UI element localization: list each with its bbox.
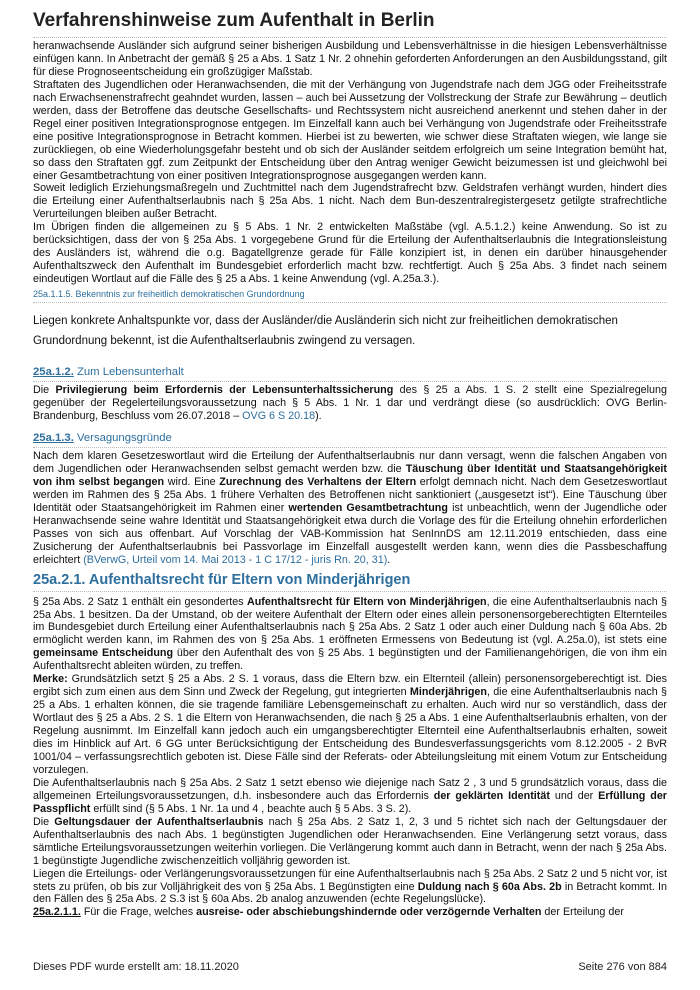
paragraph xyxy=(33,447,667,567)
bold-text: ausreise- oder abschiebungshindernde oder verzögernde Verhalten xyxy=(196,906,542,919)
page-number: Seite 276 von 884 xyxy=(578,961,667,973)
paragraph xyxy=(33,868,667,907)
text: ist unbeachtlich, wenn der Jugendliche oder Heranwachsende seine wahre Identität und Staatsangehörigkeit etwa durch die Vorlage des für die Erteilung ohnehin erforderlichen Passes von sich aus offenbart. Auf Vorschlag der VAB-Kommission hat SenInnDS am 12.11.2019 entschieden, dass eine Zusicherung der Aufenthaltserlaubnis bei Passvorlage im Einzelfall ausgestellt werden kann, wenn dies die Passbeschaffung erleichtert xyxy=(33,501,668,566)
document-page xyxy=(33,8,667,982)
pdf-created-date: Dieses PDF wurde erstellt am: 18.11.2020 xyxy=(33,961,239,973)
bold-text: wertenden Gesamtbetrachtung xyxy=(288,501,448,514)
text: Die xyxy=(33,815,55,828)
text: ). xyxy=(315,410,322,423)
text: Nach dem klaren Gesetzeswortlaut wird die Erteilung der Aufenthaltserlaubnis nur dann versagt, wenn die falschen Angaben von dem Jugendlichen oder Heranwachsenden selbst gemacht werden bzw. die xyxy=(33,449,667,475)
bold-text: Täuschung über Identität und Staatsangehörigkeit von ihm selbst begangen xyxy=(33,462,667,488)
page-footer xyxy=(33,961,667,973)
bold-text: Merke: xyxy=(33,673,68,686)
bold-text: Geltungsdauer der Aufenthaltserlaubnis xyxy=(54,815,264,828)
text: nach § 25a Abs. 2 Satz 1, 2, 3 und 5 richtet sich nach der Geltungsdauer der Aufenthaltserlaubnis des nach Abs. 1 begünstigten Jugendlichen oder Heranwachsenden. Eine Verlängerung setzt voraus, dass sämtliche Erteilungsvoraussetzungen weiterhin vorliegen. Die Verlängerung kommt auch dann in Betracht, wenn der nach § 25a Abs. 1 begünstigte Jugendliche zwischenzeitlich volljährig geworden ist. xyxy=(33,815,667,867)
paragraph: Im Übrigen finden die allgemeinen zu § 5 Abs. 1 Nr. 2 entwickelten Maßstäbe (vgl. A.5.1.2.) keine Anwendung. So ist zu berücksichtigen, dass der von § 25a Abs. 1 vorgegebene Grund für die Erteilung der Aufenthaltserlaubnis die Integrationsleistung des Ausländers ist, während die o.g. Bagatellgrenze gerade für Fälle konzipiert ist, in denen ein darüber hinausgehender Aufenthaltszweck den Aufenthalt im Bundesgebiet erforderlich macht bzw. rechtfertigt. Auch § 25a Abs. 3 findet nach seinem eindeutigen Wortlaut auf die Fälle des § 25 a Abs. 1 keine Anwendung (vgl. A.25a.3.). xyxy=(33,221,667,286)
text: . xyxy=(387,553,391,566)
paragraph xyxy=(33,381,667,423)
bold-text: Zurechnung des Verhaltens der Eltern xyxy=(219,475,417,488)
text: des § 25 a Abs. 1 S. 2 stellt eine Spezialregelung gegenüber der Regelerteilungsvoraussetzung nach § 5 Abs. 1 Nr. 1 dar und verdrängt diese (so ausdrücklich: OVG Berlin-Brandenburg, Beschluss vom 26.07.2018 – xyxy=(33,384,667,423)
paragraph xyxy=(33,777,667,816)
section-number[interactable]: 25a.1.3. xyxy=(33,431,74,444)
paragraph xyxy=(33,596,667,674)
text: Die Aufenthaltserlaubnis nach § 25a Abs. 2 Satz 1 setzt ebenso wie diejenige nach Satz 2 , 3 und 5 grundsätzlich voraus, dass die allgemeinen Erteilungsvoraussetzungen, d.h. insbesondere auch das Erfordernis xyxy=(33,776,667,802)
text: der Erteilung der xyxy=(541,906,624,919)
text: in Betracht kommt. In den Fällen des § 25a Abs. 2 S.3 ist § 60a Abs. 2b analog anzuwenden (echte Regelungslücke). xyxy=(33,880,667,906)
citation-link[interactable]: OVG 6 S 20.18 xyxy=(242,410,316,423)
text: wird. Eine xyxy=(164,475,220,488)
text: Die xyxy=(33,384,56,397)
section-title: Zum Lebensunterhalt xyxy=(73,366,184,379)
paragraph: Liegen konkrete Anhaltspunkte vor, dass der Ausländer/die Ausländerin sich nicht zur freiheitlichen demokratischen Grundordnung bekennt, ist die Aufenthaltserlaubnis zwingend zu versagen. xyxy=(33,315,618,348)
citation-link[interactable]: (BVerwG, Urteil vom 14. Mai 2013 - 1 C 17/12 - juris Rn. 20, 31) xyxy=(83,553,388,566)
section-number[interactable]: 25a.2.1.1. xyxy=(33,906,81,919)
bold-text: Aufenthaltsrecht für Eltern von Minderjährigen xyxy=(246,595,487,608)
section-heading-25a-1-2 xyxy=(33,365,667,379)
text: erfolgt demnach nicht. Nach dem Gesetzeswortlaut werden im Rahmen des § 25a Abs. 1 frühere Verhalten des Betroffenen nicht sanktioniert („ausgesetzt ist“). Eine Täuschung über Identität oder Staatsangehörigkeit im Rahmen einer xyxy=(33,475,667,514)
text: § 25a Abs. 2 Satz 1 enthält ein gesondertes xyxy=(33,595,247,608)
text: , die eine Aufenthaltserlaubnis nach § 25 a Abs. 1 erhalten können, die sie tragende familiäre Lebensgemeinschaft zu erhalten. Auch wird nur so verständlich, dass der Wortlaut des § 25 a Abs. 2 S. 1 die Eltern von Heranwachsenden, die nach § 25 a Abs. 1 eine Aufenthaltserlaubnis erhalten, von der Regelung ausnimmt. Im Einzelfall kann jedoch auch ein umgangsberechtigter Elternteil eine Aufenthaltserlaubnis erhalten, soweit dies im Hinblick auf Art. 6 GG unter Berücksichtigung der Entscheidung des Bundesverfassungsgerichts vom 8.12.2005 - 2 BvR 1001/04 – verfassungsrechtlich geboten ist. Diese Fälle sind der Referats- oder Abteilungsleitung mit einem Votum zur Entscheidung vorzulegen. xyxy=(33,686,667,776)
bold-text: Erfüllung der Passpflicht xyxy=(33,789,667,815)
text: erfüllt sind (§ 5 Abs. 1 Nr. 1a und 4 , beachte auch § 5 Abs. 3 S. 2). xyxy=(90,802,412,815)
paragraph: Straftaten des Jugendlichen oder Heranwachsenden, die mit der Verhängung von Jugendstrafe nach dem JGG oder Freiheitsstrafe nach Erwachsenenstrafrecht geahndet wurden, lassen – auch bei Aussetzung der Vollstreckung der Strafe zur Bewährung – deutlich werden, dass der Betroffene das deutsche Gesellschafts- und Rechtssystem nicht ausreichend anerkennt und stehen daher in der Regel einer positiven Integrationsprognose entgegen. Im Einzelfall kann auch bei Verhängung von Jugendstrafe oder Freiheitsstrafe eine positive Integrationsprognose in Betracht kommen. Hierbei ist zu bewerten, wie schwer diese Straftaten wiegen, wie lange sie zurückliegen, ob eine Wiederholungsgefahr besteht und ob sich der Ausländer seitdem erfolgreich um seine Integration bemüht hat, so dass den Straftaten ggf. zum Zeitpunkt der Entscheidung über den Antrag weniger Gewicht beizumessen ist und gleichwohl bei einer Gesamtbetrachtung von einer positiven Integrationsprognose ausgegangen werden kann. xyxy=(33,78,667,182)
section-heading-25a-1-3 xyxy=(33,431,667,445)
paragraph xyxy=(33,673,667,777)
text: Liegen die Erteilungs- oder Verlängerungsvoraussetzungen für eine Aufenthaltserlaubnis nach § 25a Abs. 2 Satz 2 und 5 nicht vor, ist stets zu prüfen, ob bis zur Volljährigkeit des von § 25a Abs. 1 Begünstigten eine xyxy=(33,867,667,893)
section-title: Versagungsgründe xyxy=(73,431,172,444)
text: Grundsätzlich setzt § 25 a Abs. 2 S. 1 voraus, dass die Eltern bzw. ein Elternteil (allein) personensorgeberechtigt ist. Dies ergibt sich zum einen aus dem Sinn und Zweck der Regelung, gut integrierten xyxy=(33,673,667,699)
bold-text: Privilegierung beim Erfordernis der Lebensunterhaltssicherung xyxy=(55,384,394,397)
text: über den Aufenthalt des von § 25 Abs. 1 begünstigten und der Familienangehörigen, die von ihm ein Aufenthaltsrecht ableiten würden, zu treffen. xyxy=(33,647,667,673)
bold-text: Minderjährigen xyxy=(409,686,487,699)
paragraph xyxy=(33,816,667,868)
subsection-heading-25a-1-1-5: 25a.1.1.5. Bekenntnis zur freiheitlich demokratischen Grundordnung xyxy=(33,288,667,303)
text: und der xyxy=(549,789,599,802)
text: Für die Frage, welches xyxy=(80,906,197,919)
paragraph: Soweit lediglich Erziehungsmaßregeln und Zuchtmittel nach dem Jugendstrafrecht bzw. Geldstrafen verhängt wurden, hindert dies die Erteilung einer Aufenthaltserlaubnis nach § 25a Abs. 1 nicht. Nach dem Bun-deszentralregistergesetz getilgte strafrechtliche Verurteilungen bleiben außer Betracht. xyxy=(33,182,667,221)
paragraph xyxy=(33,906,667,919)
bold-text: gemeinsame Entscheidung xyxy=(33,647,174,660)
bold-text: der geklärten Identität xyxy=(433,789,550,802)
bold-text: Duldung nach § 60a Abs. 2b xyxy=(417,880,562,893)
section-number[interactable]: 25a.1.2. xyxy=(33,366,74,379)
section-heading-25a-2-1: 25a.2.1. Aufenthaltsrecht für Eltern von Minderjährigen xyxy=(33,571,667,592)
paragraph: heranwachsende Ausländer sich aufgrund seiner bisherigen Ausbildung und Lebensverhältnisse in die hiesigen Lebensverhältnisse einfügen kann. In Anbetracht der gemäß § 25 a Abs. 1 Satz 1 Nr. 2 ohnehin geforderten Anforderungen an den Ausbildungsstand, gilt für diese Prognoseentscheidung ein großzügiger Maßstab. xyxy=(33,40,667,78)
page-title: Verfahrenshinweise zum Aufenthalt in Berlin xyxy=(33,8,667,38)
text: , die eine Aufenthaltserlaubnis nach § 25a Abs. 1 besitzen. Da der Umstand, ob der weitere Aufenthalt der Eltern oder eines allein personensorgeberechtigten Elternteiles im Bundesgebiet durch Erteilung einer Aufenthaltserlaubnis nach § 25a Abs. 2 Satz 1 oder auch einer Duldung nach § 60a Abs. 2b ermöglicht werden kann, im Rahmen des von § 25a Abs. 1 eröffneten Ermessens von Bedeutung ist (vgl. A.25a.0), ist stets eine xyxy=(33,595,667,647)
